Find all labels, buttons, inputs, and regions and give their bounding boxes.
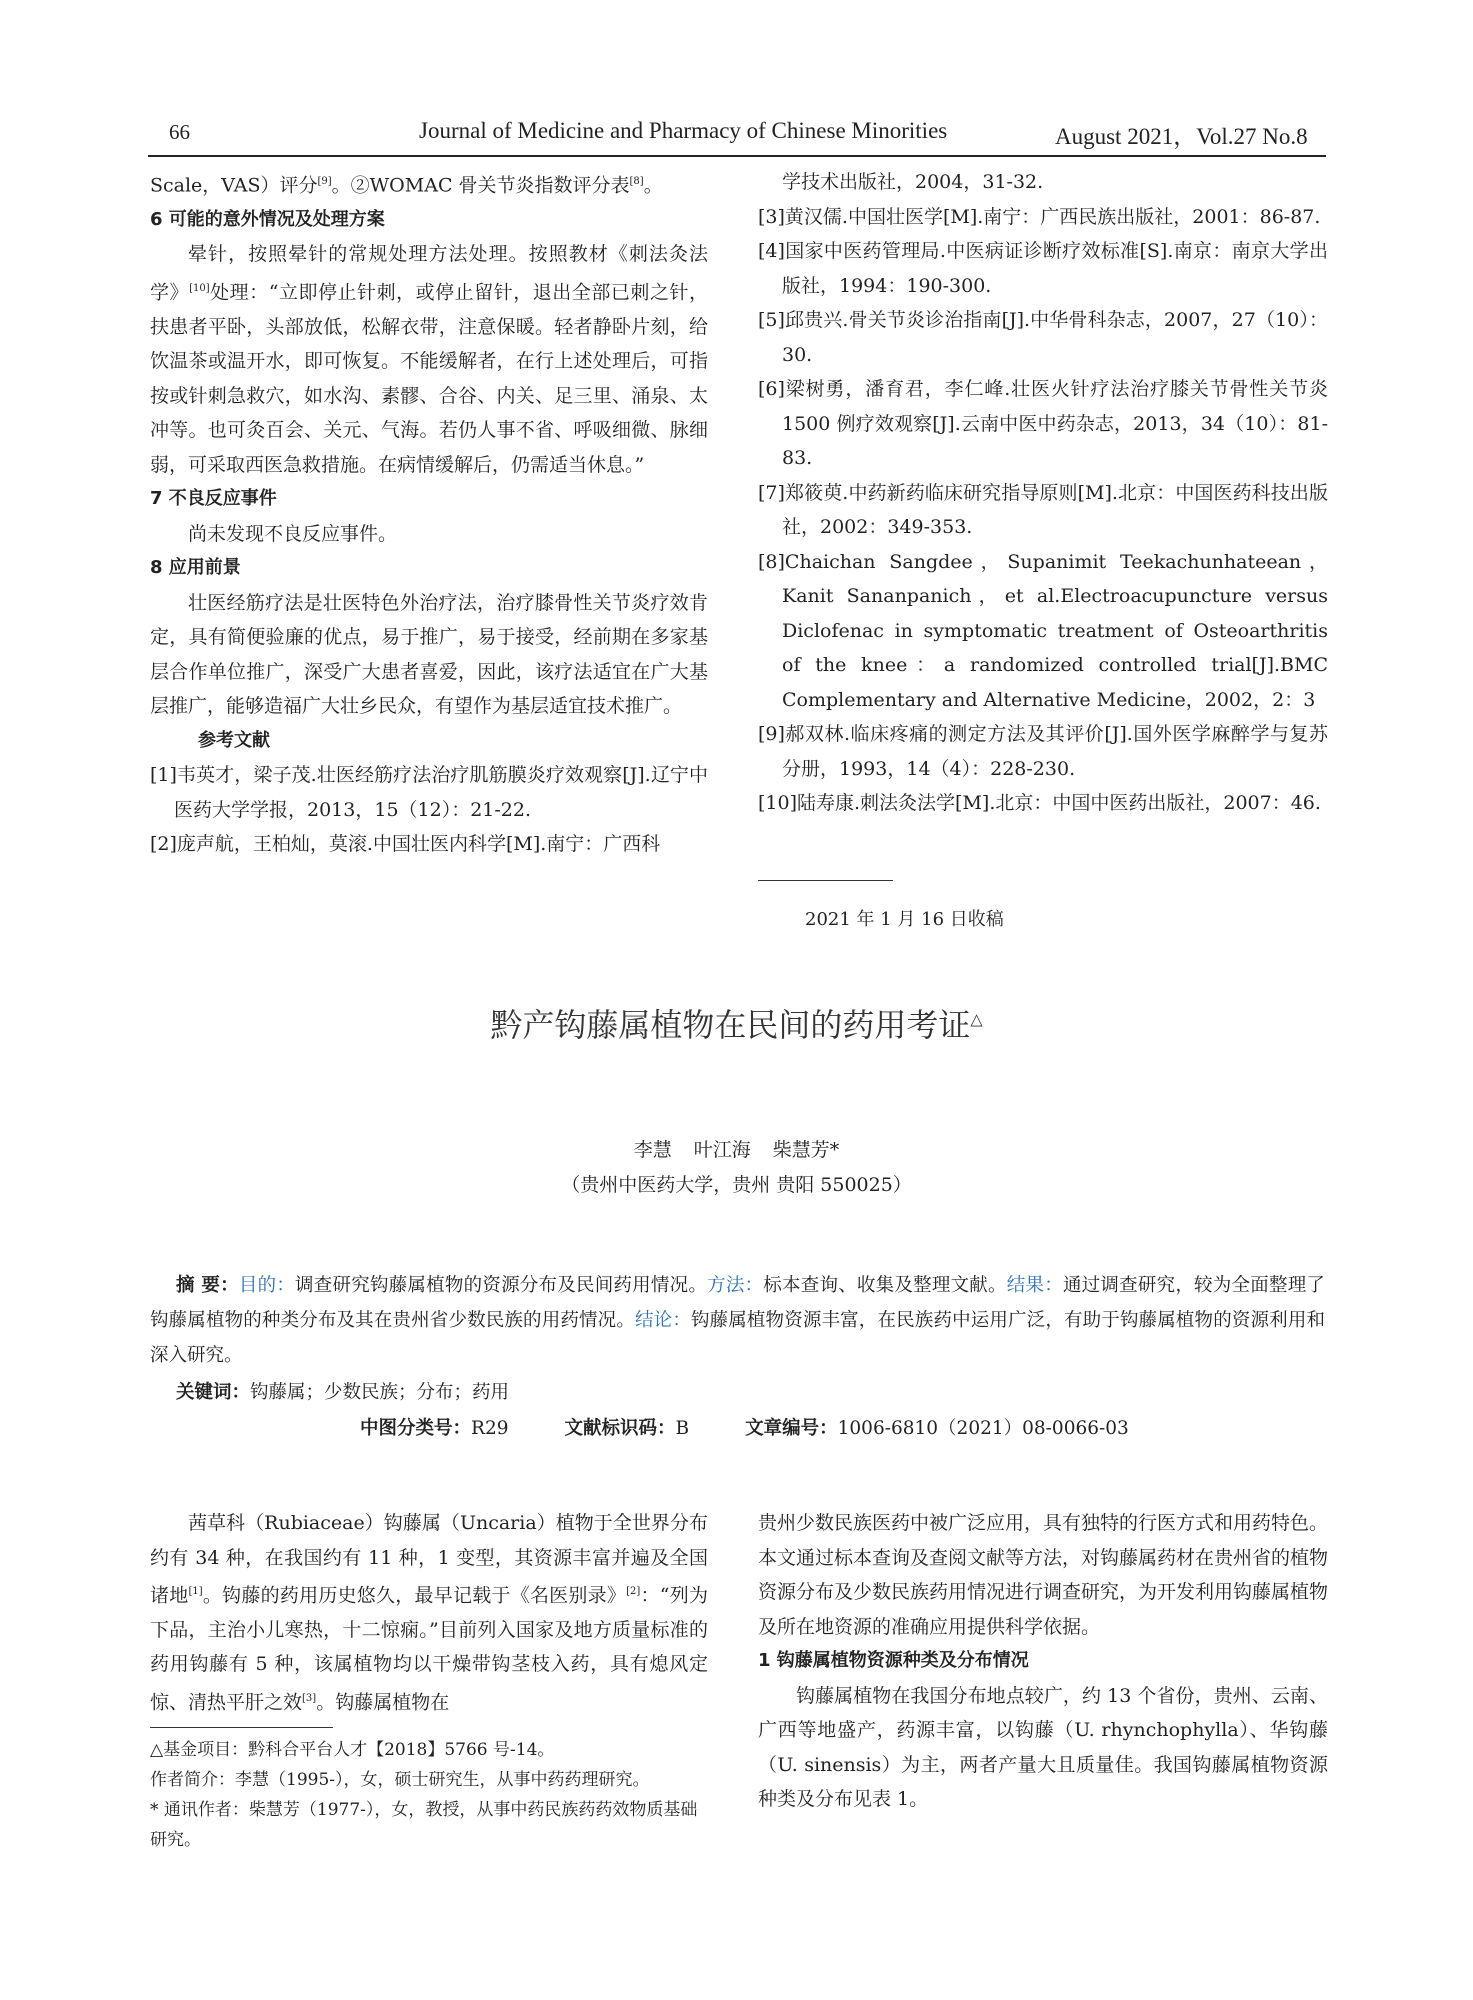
- footnotes: [150, 1735, 710, 1855]
- clc-value: R29: [471, 1418, 509, 1439]
- article-no-value: 1006-6810（2021）08-0066-03: [837, 1418, 1129, 1439]
- reference-item: [5]邱贵兴.骨关节炎诊治指南[J].中华骨科杂志，2007，27（10）：30.: [758, 309, 1328, 366]
- author-intro: 作者简介：李慧（1995-），女，硕士研究生，从事中药药理研究。: [150, 1770, 650, 1790]
- section-7-text: 尚未发现不良反应事件。: [188, 522, 398, 545]
- result-text: 通过调查研究，较为全面整理了钩藤属植物的种类分布及其在贵州省少数民族的用药情况。: [150, 1275, 1325, 1331]
- assessment-line: Scale，VAS）评分[9]。②WOMAC 骨关节炎指数评分表[8]。: [150, 174, 663, 197]
- section-7-heading: 7 不良反应事件: [150, 488, 277, 510]
- section-6-heading: 6 可能的意外情况及处理方案: [150, 208, 385, 230]
- reference-item: [4]国家中医药管理局.中医病证诊断疗效标准[S].南京：南京大学出版社，1994：190-300.: [758, 240, 1328, 297]
- keywords-label: 关键词：: [176, 1382, 251, 1403]
- running-header: [155, 116, 1325, 148]
- result-label: 结果：: [1006, 1275, 1063, 1296]
- reference-item: [9]郝双林.临床疼痛的测定方法及其评价[J].国外医学麻醉学与复苏分册，1993，14（4）：228-230.: [758, 723, 1328, 780]
- objective-text: 调查研究钩藤属植物的资源分布及民间药用情况。: [295, 1275, 708, 1296]
- method-label: 方法：: [707, 1275, 764, 1296]
- body-left: [150, 1506, 708, 1720]
- references-heading: 参考文献: [198, 729, 270, 751]
- reference-item: [7]郑筱萸.中药新药临床研究指导原则[M].北京：中国医药科技出版社，2002：349-353.: [758, 481, 1328, 538]
- left-column: [150, 165, 708, 862]
- reference-continuation: 学技术出版社，2004，31-32.: [782, 171, 1044, 193]
- reference-item: [2]庞声航，王柏灿，莫滚.中国壮医内科学[M].南宁：广西科: [150, 833, 661, 856]
- reference-item: [8]Chaichan Sangdee，Supanimit Teekachunhateean，Kanit Sananpanich，et al.Electroacupuncture versus Diclofenac in symptomatic treatment of Osteoarthritis of the knee：a randomized controlled trial[J].BMC Complementary and Alternative Medicine，2002，2：3: [758, 550, 1328, 711]
- reference-item: [1]韦英才，梁子茂.壮医经筋疗法治疗肌筋膜炎疗效观察[J].辽宁中医药大学学报，2013，15（12）：21-22.: [150, 764, 708, 821]
- header-rule: [148, 155, 1326, 157]
- objective-label: 目的：: [238, 1275, 296, 1296]
- keywords: [176, 1378, 509, 1404]
- article-title: 黔产钩藤属植物在民间的药用考证△: [490, 1006, 983, 1044]
- fund-note: △基金项目：黔科合平台人才【2018】5766 号-14。: [150, 1740, 555, 1760]
- clc-label: 中图分类号：: [360, 1418, 472, 1439]
- corresponding-author: * 通讯作者：柴慧芳（1977-），女，教授，从事中药民族药药效物质基础研究。: [150, 1800, 698, 1850]
- method-text: 标本查询、收集及整理文献。: [763, 1275, 1007, 1296]
- fund-mark: △: [970, 1009, 983, 1029]
- reference-item: [6]梁树勇，潘育君，李仁峰.壮医火针疗法治疗膝关节骨性关节炎 1500 例疗效观察[J].云南中医中药杂志，2013，34（10）：81-83.: [758, 378, 1328, 469]
- section-6-text: 晕针，按照晕针的常规处理方法处理。按照教材《刺法灸法学》[10]处理：“立即停止针刺，或停止留针，退出全部已刺之针，扶患者平卧，头部放低，松解衣带，注意保暖。轻者静卧片刻，给饮温茶或温开水，即可恢复。不能缓解者，在行上述处理后，可指按或针刺急救穴，如水沟、素髎、合谷、内关、足三里、涌泉、太冲等。也可灸百会、关元、气海。若仍人事不省、呼吸细微、脉细弱，可采取西医急救措施。在病情缓解后，仍需适当休息。”: [150, 243, 708, 476]
- right-column: [758, 165, 1328, 821]
- footnote-rule: [150, 1727, 333, 1728]
- section-8-heading: 8 应用前景: [150, 557, 241, 579]
- journal-name: Journal of Medicine and Pharmacy of Chinese Minorities: [419, 118, 948, 143]
- affiliation: （贵州中医药大学，贵州 贵阳 550025）: [561, 1174, 912, 1196]
- reference-item: [10]陆寿康.刺法灸法学[M].北京：中国中医药出版社，2007：46.: [758, 792, 1321, 814]
- doc-code-value: B: [675, 1418, 690, 1439]
- journal-issue: August 2021，Vol.27 No.8: [1055, 124, 1308, 149]
- section-8-text: 壮医经筋疗法是壮医特色外治疗法，治疗膝骨性关节炎疗效肯定，具有简便验廉的优点，易于推广，易于接受，经前期在多家基层合作单位推广，深受广大患者喜爱，因此，该疗法适宜在广大基层推广，能够造福广大壮乡民众，有望作为基层适宜技术推广。: [150, 591, 708, 718]
- body-right: [758, 1506, 1328, 1817]
- article-no-label: 文章编号：: [745, 1418, 838, 1439]
- received-date: 2021 年 1 月 16 日收稿: [805, 909, 1004, 930]
- classification-row: [360, 1414, 1185, 1440]
- abstract: [150, 1268, 1325, 1373]
- section-1-text: 钩藤属植物在我国分布地点较广，约 13 个省份，贵州、云南、广西等地盛产，药源丰富，以钩藤（U. rhynchophylla）、华钩藤（U. sinensis）为主，两者产量大且质量佳。我国钩藤属植物资源种类及分布见表 1。: [758, 1684, 1328, 1810]
- reference-item: [3]黄汉儒.中国壮医学[M].南宁：广西民族出版社，2001：86-87.: [758, 205, 1321, 228]
- keywords-text: 钩藤属；少数民族；分布；药用: [250, 1382, 510, 1403]
- doc-code-label: 文献标识码：: [564, 1418, 676, 1439]
- abstract-label: 摘 要：: [176, 1275, 239, 1296]
- end-rule: [758, 880, 893, 881]
- page-number: 66: [169, 120, 190, 144]
- authors: 李慧 叶江海 柴慧芳*: [633, 1139, 840, 1161]
- conclusion-text: 钩藤属植物资源丰富，在民族药中运用广泛，有助于钩藤属植物的资源利用和深入研究。: [150, 1310, 1325, 1366]
- conclusion-label: 结论：: [634, 1310, 691, 1331]
- section-1-heading: 1 钩藤属植物资源种类及分布情况: [758, 1650, 1029, 1671]
- intro-paragraph: 茜草科（Rubiaceae）钩藤属（Uncaria）植物于全世界分布约有 34 种，在我国约有 11 种，1 变型，其资源丰富并遍及全国诸地[1]。钩藤的药用历史悠久，最早记载于《名医别录》[2]：“列为下品，主治小儿寒热，十二惊痫。”目前列入国家及地方质量标准的药用钩藤有 5 种，该属植物均以干燥带钩茎枝入药，具有熄风定惊、清热平肝之效[3]。钩藤属植物在: [150, 1512, 708, 1714]
- intro-continuation: 贵州少数民族医药中被广泛应用，具有独特的行医方式和用药特色。本文通过标本查询及查阅文献等方法，对钩藤属药材在贵州省的植物资源分布及少数民族药用情况进行调查研究，为开发利用钩藤属植物及所在地资源的准确应用提供科学依据。: [758, 1512, 1329, 1638]
